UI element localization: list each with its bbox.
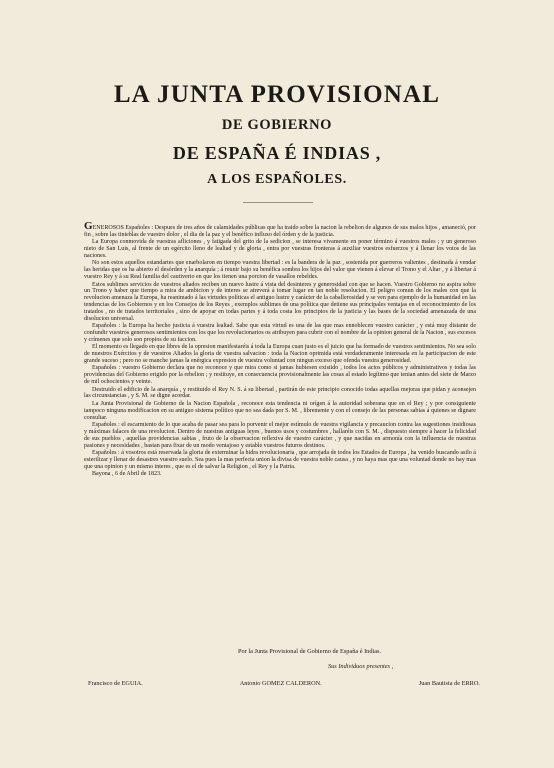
proclamation-body bbox=[84, 220, 476, 479]
addressee-line: A LOS ESPAÑOLES. bbox=[207, 172, 347, 187]
document-title: LA JUNTA PROVISIONAL bbox=[113, 81, 441, 108]
signatures-row bbox=[88, 680, 480, 687]
signature: Francisco de EGUIA. bbox=[88, 680, 143, 687]
paragraph: La Junta Provisional de Gobierno de la Nacion Española , reconoce esta tendencia ni orígen á la autoridad soberana que en el Rey ; y por consiguiente tampoco ninguna modificacion en su antiguo sistema político que no sea dada por S. M. , libremente y con el consejo de las personas sabias á quienes se dignare consultar. bbox=[84, 400, 476, 421]
members-present-line: Sus Individuos presentes , bbox=[328, 663, 394, 670]
paragraph: Españoles : el escarmiento de lo que acaba de pasar sea para lo porvenir el mejor estímulo de vuestra vigilancia y precaucion contra las sugestiones insidiosas y máximas falaces de una revolucion. Dentro de nuestras antiguas leyes , buenos usos y costumbres , hallaréis con S. M. , dispuesto siempre á hacer la felicidad de sus pueblos , aquellas providencias sabias , fruto de la observacion reflexiva de vuestro carácter , y que nacidas en armonía con la influencia de nuestras pasiones y necesidades , bastan para fixar de un modo ventajoso y estable vuestros futuros destinos. bbox=[84, 421, 476, 449]
title-line-2: DE GOBIERNO bbox=[221, 117, 333, 133]
paragraph: El momento es llegado en que libres de la opresion manifestaréis á toda la Europa cuan justo es el juicio que ha formado de vuestros sentimientos. No sea solo de nuestros Exércitos y de vuestros Aliados la gloria de vuestra salvacion : toda la Nacion oprimida está verdaderamente interesada en la participacion de este grande suceso ; pero no se manche jamas la enérgica expresion de vuestra voluntad con ningun exceso que ofenda vuestra generosidad. bbox=[84, 344, 476, 364]
signature: Juan Bautista de ERRO. bbox=[418, 680, 480, 687]
signature: Antonio GOMEZ CALDERON. bbox=[239, 680, 322, 687]
paragraph: No son estos aquellos estandartes que enarbolaron en tiempo vuestra libertad : es la bandera de la paz , sostenida por guerreros valientes , destinada á vendar las heridas que os ha abierto el desórden y la anarquía ; á reunir bajo su benéfica sombra los hijos del valor que vienen á elevar el Trono y el Altar , y á libertar á vuestro Rey y á su Real familia del cautiverio en que los tienen una porcion de vasallos rebeldes. bbox=[84, 260, 476, 281]
paragraph: Españoles : á vosotros está reservada la gloria de exterminar la hidra revolucionaria , que arrojada de todos los Estados de Europa , ha venido buscando asilo á esterilizar y llenar de desastres vuestro suelo. Sea pues la mas perfecta union la divisa de vuestra noble causa , y no haya mas que una voluntad donde no hay mas que una opinion y un mismo interes , que es el de salvar la Religion , el Rey y la Patria. bbox=[84, 449, 476, 470]
paragraph: Españoles : la Europa ha hecho justicia á vuestra lealtad. Sabe que esta virtud es una de las que mas ennoblecen vuestro carácter , y está muy distante de confundir vuestros generosos sentimientos con los que los revolucionarios os atribuyen para cubrir con el nombre de la opinion general de la Nacion , sus excesos y crímenes que solo son propios de su faccion. bbox=[84, 323, 476, 343]
title-line-3: DE ESPAÑA É INDIAS , bbox=[172, 143, 382, 163]
paragraph: Destruido el edificio de la anarquía , y restituido el Rey N. S. á su libertad , partirán de este principio conocido todas aquellas mejoras que pidan y aconsejen las circunstancias , y S. M. se digne acordar. bbox=[84, 386, 476, 400]
title-divider bbox=[243, 202, 313, 203]
paragraph: Estos sublimes servicios de vuestros aliados reciben un nuevo lustre á vista del desinteres y generosidad con que se hacen. Vuestro Gobierno no aspira sobre un Trono y haber que tiempo a mira de ambicion y de interes se atreverá á tomar lugar en tan noble resolucion. El peligro comun de los males con que la revolucion amenaza la Europa, ha reanimado á las virtudes políticas el antiguo lustre y carácter de la caballerosidad y se ven para ejemplo de la humanidad en las tendencias de los Gobiernos y en los Consejos de los Reyes , exemplos sublimes de una política que detiene sus principales ventajas en el reconocimiento de los tratados , no de tratados territoriales , sino de apoyar en todas partes y á toda costa los principios de la justicia y las bases de la sociedad amenazada de una disolucion universal. bbox=[84, 281, 476, 322]
paragraph: GENEROSOS Españoles : Despues de tres años de calamidades públicas que ha traido sobre la nacion la rebelion de algunos de sus malos hijos , amaneció, por fin , sobre las tinieblas de vuestro dolor , el dia de la paz y el benéfico influxo del órden y de la justicia. bbox=[84, 220, 476, 238]
signoff-line: Por la Junta Provisional de Gobierno de España é Indias. bbox=[238, 648, 382, 655]
paragraph: Españoles : vuestro Gobierno declara que no reconoce y que mira como si jamas hubiesen existido , todos los actos públicos y administrativos y todas las providencias del Gobierno erigido por la rebelion ; y restituye, en consecuencia provisionalmente las cosas al estado legítimo que tenian antes del siete de Marzo de mil ochocientos y veinte. bbox=[84, 365, 476, 386]
place-date-line: Bayona , 6 de Abril de 1823. bbox=[92, 471, 162, 478]
paragraph: La Europa conmovida de vuestras afliciones , y fatigada del grito de la sedicion , se interesa vivamente en poner término á vuestros males ; y un generoso nieto de San Luis, al frente de un egército lleno de lealtad y de gloria , entra por vuestras fronteras á auxiliar vuestros esfuerzos y á llenar los votos de las naciones. bbox=[84, 239, 476, 259]
